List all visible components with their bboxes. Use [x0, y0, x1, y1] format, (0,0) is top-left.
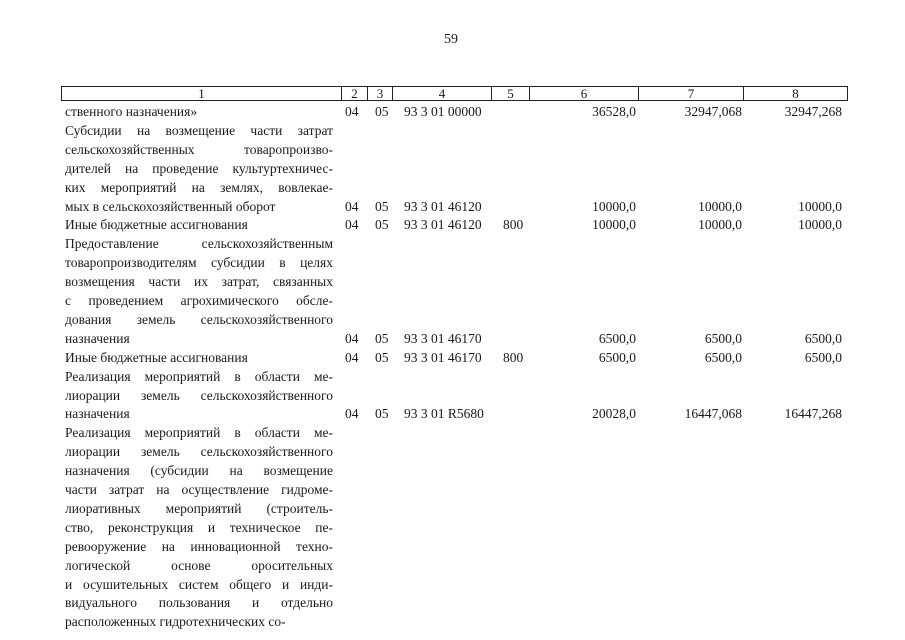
table-row	[0, 481, 905, 498]
table-row	[0, 557, 905, 574]
table-row	[0, 576, 905, 593]
row-description: дителей на проведение культуртехничес-	[65, 160, 333, 176]
table-row	[0, 103, 905, 120]
cell-section: 04	[345, 217, 359, 233]
table-row	[0, 160, 905, 177]
row-description: Субсидии на возмещение части затрат	[65, 122, 333, 138]
cell-amount-8: 6500,0	[804, 330, 842, 346]
table-row	[0, 368, 905, 385]
table-row	[0, 122, 905, 139]
table-row	[0, 330, 905, 347]
cell-amount-8: 32947,268	[784, 104, 842, 119]
table-row	[0, 216, 905, 233]
cell-subsection: 05	[375, 406, 389, 422]
cell-amount-7: 32947,068	[684, 104, 742, 119]
row-description: назначения	[65, 330, 130, 346]
cell-target-article: 93 3 01 R5680	[404, 406, 484, 422]
table-row	[0, 235, 905, 252]
table-row	[0, 594, 905, 611]
row-description: видуального пользования и отдельно	[65, 595, 333, 611]
cell-section: 04	[345, 198, 359, 214]
row-description: товаропроизводителям субсидии в целях	[65, 255, 333, 271]
table-row	[0, 349, 905, 366]
row-description: с проведением агрохимического обсле-	[65, 293, 333, 308]
cell-amount-7: 6500,0	[704, 349, 742, 365]
cell-subsection: 05	[375, 217, 389, 233]
header-col-5: 5	[491, 87, 529, 100]
header-col-2: 2	[341, 87, 367, 100]
cell-amount-7: 16447,068	[684, 406, 742, 422]
table-row	[0, 613, 905, 630]
row-description: расположенных гидротехнических со-	[65, 614, 286, 630]
cell-amount-8: 10000,0	[798, 217, 842, 233]
table-row	[0, 519, 905, 536]
row-description: сельскохозяйственных товаропроизво-	[65, 141, 333, 157]
row-description: мых в сельскохозяйственный оборот	[65, 198, 276, 214]
row-description: лиорации земель сельскохозяйственного	[65, 444, 333, 460]
row-description: назначения	[65, 406, 130, 422]
cell-section: 04	[345, 330, 359, 346]
row-description: лиоративных мероприятий (строитель-	[65, 500, 333, 516]
row-description: дования земель сельскохозяйственного	[65, 311, 333, 327]
header-col-4: 4	[392, 87, 491, 100]
row-description: назначения (субсидии на возмещение	[65, 463, 333, 479]
cell-amount-6: 6500,0	[598, 330, 636, 346]
cell-section: 04	[345, 104, 359, 119]
cell-expense-type: 800	[503, 217, 524, 233]
cell-subsection: 05	[375, 330, 389, 346]
table-row	[0, 424, 905, 441]
cell-amount-8: 16447,268	[784, 406, 842, 422]
row-description: лиорации земель сельскохозяйственного	[65, 387, 333, 403]
cell-amount-7: 10000,0	[698, 198, 742, 214]
cell-target-article: 93 3 01 46170	[404, 349, 482, 365]
row-description: Предоставление сельскохозяйственным	[65, 236, 333, 252]
table-row	[0, 405, 905, 422]
cell-amount-8: 6500,0	[804, 349, 842, 365]
cell-subsection: 05	[375, 104, 389, 119]
table-row	[0, 443, 905, 460]
table-row	[0, 462, 905, 479]
row-description: ревооружение на инновационной техно-	[65, 538, 333, 554]
cell-amount-6: 20028,0	[592, 406, 636, 422]
header-col-8: 8	[743, 87, 847, 100]
cell-amount-6: 10000,0	[592, 198, 636, 214]
row-description: ких мероприятий на землях, вовлекае-	[65, 179, 333, 195]
row-description: ство, реконструкция и техническое пе-	[65, 519, 333, 535]
cell-subsection: 05	[375, 349, 389, 365]
cell-target-article: 93 3 01 46120	[404, 198, 482, 214]
table-row	[0, 273, 905, 290]
cell-amount-8: 10000,0	[798, 198, 842, 214]
table-row	[0, 141, 905, 158]
table-row	[0, 179, 905, 196]
cell-amount-6: 10000,0	[592, 217, 636, 233]
table-row	[0, 387, 905, 404]
row-description: Реализация мероприятий в области ме-	[65, 368, 333, 384]
table-row	[0, 292, 905, 309]
row-description: ственного назначения»	[65, 104, 198, 119]
row-description: логической основе оросительных	[65, 557, 333, 573]
row-description: Иные бюджетные ассигнования	[65, 217, 248, 233]
table-row	[0, 311, 905, 328]
row-description: и осушительных систем общего и инди-	[65, 576, 333, 592]
row-description: части затрат на осуществление гидроме-	[65, 482, 333, 497]
cell-amount-7: 10000,0	[698, 217, 742, 233]
table-header-row	[61, 86, 848, 101]
cell-target-article: 93 3 01 46170	[404, 330, 482, 346]
header-col-3: 3	[367, 87, 392, 100]
cell-section: 04	[345, 349, 359, 365]
row-description: Реализация мероприятий в области ме-	[65, 425, 333, 441]
cell-subsection: 05	[375, 198, 389, 214]
header-col-1: 1	[198, 86, 205, 101]
page-number: 59	[444, 32, 458, 47]
cell-amount-6: 6500,0	[598, 349, 636, 365]
cell-target-article: 93 3 01 46120	[404, 217, 482, 233]
table-row	[0, 538, 905, 555]
cell-expense-type: 800	[503, 349, 524, 365]
row-description: Иные бюджетные ассигнования	[65, 349, 248, 365]
cell-section: 04	[345, 406, 359, 422]
cell-amount-6: 36528,0	[592, 104, 636, 119]
table-row	[0, 254, 905, 271]
header-col-6: 6	[529, 87, 638, 100]
cell-target-article: 93 3 01 00000	[404, 104, 482, 119]
header-col-7: 7	[638, 87, 743, 100]
row-description: возмещения части их затрат, связанных	[65, 274, 333, 290]
cell-amount-7: 6500,0	[704, 330, 742, 346]
table-row	[0, 500, 905, 517]
table-row	[0, 198, 905, 215]
